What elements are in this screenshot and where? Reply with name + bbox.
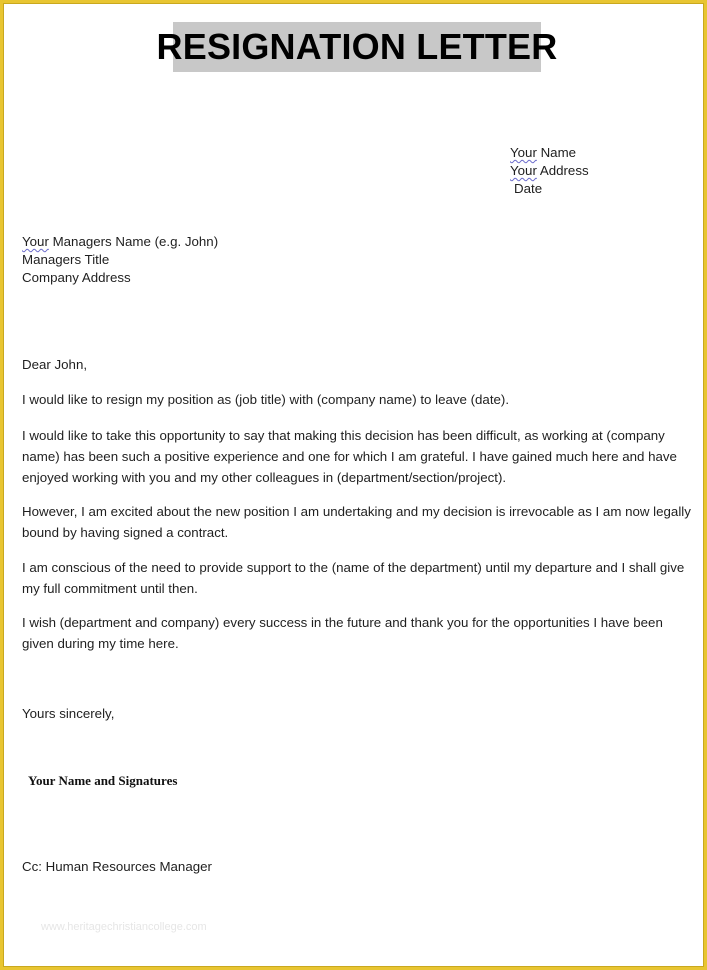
- sender-address-word1: Your: [510, 163, 537, 178]
- cc-line: Cc: Human Resources Manager: [22, 859, 212, 874]
- recipient-name: [22, 233, 218, 251]
- paragraph-4: I am conscious of the need to provide support to the (name of the department) until my departure and I shall give my full commitment until then.: [22, 560, 685, 596]
- sender-address-word2: Address: [539, 163, 589, 178]
- signature-line: Your Name and Signatures: [28, 773, 178, 788]
- paragraph-3: However, I am excited about the new position I am undertaking and my decision is irrevocable as I am now legally bound by having signed a contract.: [22, 504, 691, 540]
- watermark: www.heritagechristiancollege.com: [41, 921, 207, 933]
- recipient-address: Company Address: [22, 270, 131, 285]
- paragraph-1: I would like to resign my position as (job title) with (company name) to leave (date).: [22, 392, 510, 407]
- recipient-title: Managers Title: [22, 252, 110, 267]
- sender-name-word1: Your: [510, 145, 537, 160]
- sender-date: Date: [514, 181, 543, 196]
- recipient-name-word1: Your: [22, 234, 49, 249]
- sender-address: [510, 162, 589, 180]
- closing: Yours sincerely,: [22, 706, 115, 721]
- sender-name-word2: Name: [540, 145, 577, 160]
- paragraph-5: I wish (department and company) every success in the future and thank you for the opportunities I have been given during my time here.: [22, 615, 663, 651]
- salutation: Dear John,: [22, 357, 88, 372]
- paragraph-2: I would like to take this opportunity to say that making this decision has been difficult, as working at (company name) has been such a positive experience and one for which I am grateful. I have gained much here and have enjoyed working with you and my other colleagues in (department/section/project).: [22, 428, 677, 485]
- recipient-name-rest: Managers Name (e.g. John): [52, 234, 219, 249]
- page-title: RESIGNATION LETTER: [173, 22, 541, 72]
- sender-name: [510, 144, 576, 162]
